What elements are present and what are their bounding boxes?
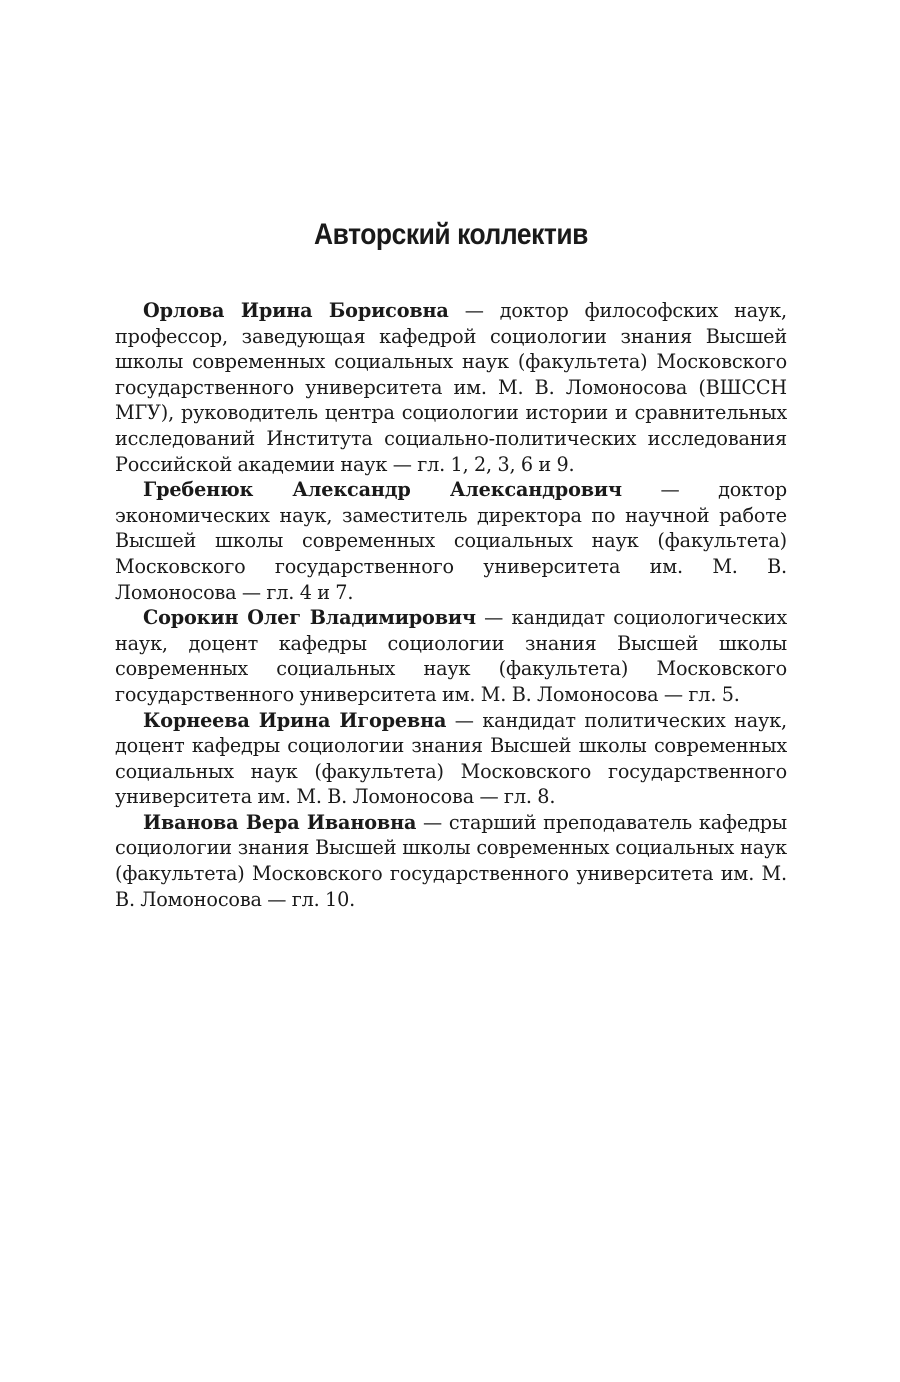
author-entry-grebenyuk bbox=[115, 477, 787, 605]
author-entry-sorokin bbox=[115, 605, 787, 707]
author-name: Сорокин Олег Владимирович bbox=[143, 606, 476, 630]
author-entry-ivanova bbox=[115, 810, 787, 912]
author-name: Иванова Вера Ивановна bbox=[143, 810, 417, 834]
author-name: Гребенюк Александр Александрович bbox=[143, 478, 622, 502]
author-description: — доктор философских наук, профессор, заведующая кафедрой социологии знания Высшей школы современных социальных наук (факультета) Московского государственного университета им. М. В. Ломоносова (ВШССН МГУ), руководитель центра социологии истории и сравнительных исследований Института социально-политических исследования Российской академии наук — гл. 1, 2, 3, 6 и 9. bbox=[115, 299, 787, 476]
author-list bbox=[115, 298, 787, 912]
author-entry-korneeva bbox=[115, 708, 787, 810]
author-name: Корнеева Ирина Игоревна bbox=[143, 708, 447, 732]
author-description: — доктор экономических наук, заместитель директора по научной работе Высшей школы современных социальных наук (факультета) Московского государственного университета им. М. В. Ломоносова — гл. 4 и 7. bbox=[115, 478, 787, 604]
page-content bbox=[115, 218, 787, 912]
author-description: — кандидат социологических наук, доцент кафедры социологии знания Высшей школы современных социальных наук (факультета) Московского государственного университета им. М. В. Ломоносова — гл. 5. bbox=[115, 606, 787, 706]
author-entry-orlova bbox=[115, 298, 787, 477]
author-description: — старший преподаватель кафедры социологии знания Высшей школы современных социальных наук (факультета) Московского государственного университета им. М. В. Ломоносова — гл. 10. bbox=[115, 810, 788, 911]
page-title: Авторский коллектив bbox=[314, 218, 588, 251]
author-name: Орлова Ирина Борисовна bbox=[143, 299, 449, 322]
author-description: — кандидат политических наук, доцент кафедры социологии знания Высшей школы современных социальных наук (факультета) Московского государственного университета им. М. В. Ломоносова — гл. 8. bbox=[115, 708, 787, 809]
